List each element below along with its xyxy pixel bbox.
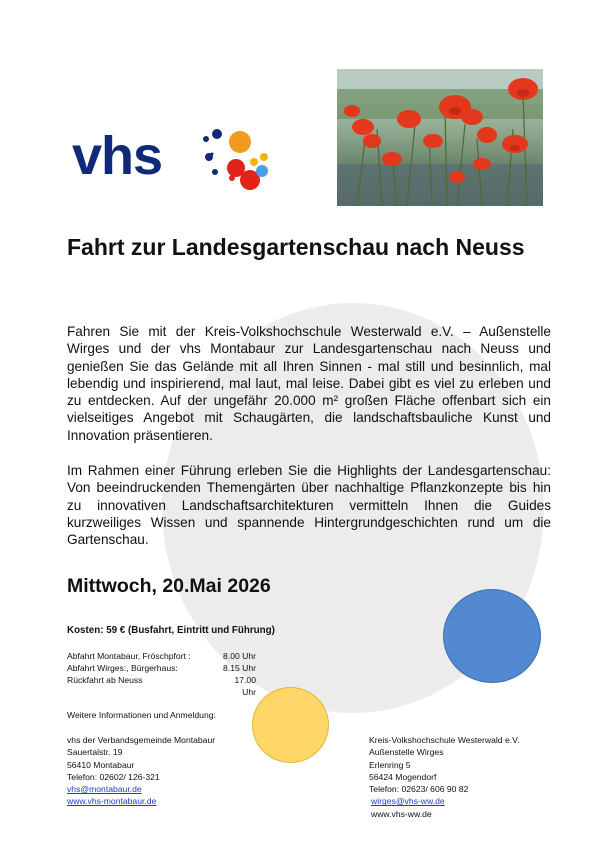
background-circle-yellow xyxy=(252,687,329,763)
contact-wirges xyxy=(369,734,519,820)
schedule-row xyxy=(67,674,256,698)
schedule-row xyxy=(67,662,256,674)
schedule-row xyxy=(67,650,256,662)
contact-web-link[interactable]: www.vhs-montabaur.de xyxy=(67,796,157,807)
logo-text: vhs xyxy=(72,126,163,186)
intro-paragraph: Fahren Sie mit der Kreis-Volkshochschule Westerwald e.V. – Außenstelle Wirges und der vhs Montabaur zur Landesgartenschau nach Neuss und genießen Sie das Gelände mit all Ihren Sinnen - mal still und besinnlich, mal lebendig und inspirierend, mal laut, mal leise. Dabei gibt es viel zu erleben und zu entdecken. Auf der ungefähr 20.000 m² großen Fläche offenbart sich ein vielseitiges Angebot mit Schaugärten, die landschaftsbauliche Kunst und Innovation präsentieren. xyxy=(67,324,551,443)
schedule-time: 17.00 Uhr xyxy=(234,675,256,697)
schedule xyxy=(67,650,256,698)
schedule-time: 8.15 Uhr xyxy=(223,663,256,673)
logo-dots-icon xyxy=(72,124,272,200)
vhs-logo xyxy=(72,124,272,200)
page-title: Fahrt zur Landesgartenschau nach Neuss xyxy=(67,234,525,260)
contact-org: vhs der Verbandsgemeinde Montabaur xyxy=(67,735,216,745)
event-date: Mittwoch, 20.Mai 2026 xyxy=(67,575,271,597)
costs-line: Kosten: 59 € (Busfahrt, Eintritt und Führung) xyxy=(67,625,275,636)
info-heading: Weitere Informationen und Anmeldung: xyxy=(67,710,216,720)
contact-city: 56424 Mogendorf xyxy=(369,771,437,782)
schedule-label: Abfahrt Montabaur, Fröschpfort : xyxy=(67,651,191,661)
background-circle-blue xyxy=(443,589,541,683)
schedule-label: Rückfahrt ab Neuss xyxy=(67,675,143,685)
tour-paragraph: Im Rahmen einer Führung erleben Sie die Highlights der Landesgartenschau: Von beeindruckenden Themengärten über nachhaltige Pflanzkonzepte bis hin zu innovativen Landschaftsarchitekturen vermitteln Ihnen die Guides kurzweiliges Wissen und spannende Hintergrundgeschichten rund um die Gartenschau. xyxy=(67,463,551,548)
schedule-time: 8.00 Uhr xyxy=(223,651,256,661)
contact-montabaur xyxy=(67,734,215,808)
contact-phone: Telefon: 02602/ 126-321 xyxy=(67,771,160,782)
contact-street: Sauertalstr. 19 xyxy=(67,747,123,758)
contact-web-text: www.vhs-ww.de xyxy=(371,808,432,819)
contact-city: 56410 Montabaur xyxy=(67,759,135,770)
contact-email-link[interactable]: vhs@montabaur.de xyxy=(67,784,142,795)
contact-street: Erlenring 5 xyxy=(369,759,411,770)
poppies-photo xyxy=(337,69,543,206)
contact-phone: Telefon: 02623/ 606 90 82 xyxy=(369,784,469,795)
contact-org: Kreis-Volkshochschule Westerwald e.V. xyxy=(369,735,520,745)
contact-branch: Außenstelle Wirges xyxy=(369,747,444,758)
contact-email-link[interactable]: wirges@vhs-ww.de xyxy=(371,796,445,807)
schedule-label: Abfahrt Wirges:, Bürgerhaus: xyxy=(67,663,178,673)
